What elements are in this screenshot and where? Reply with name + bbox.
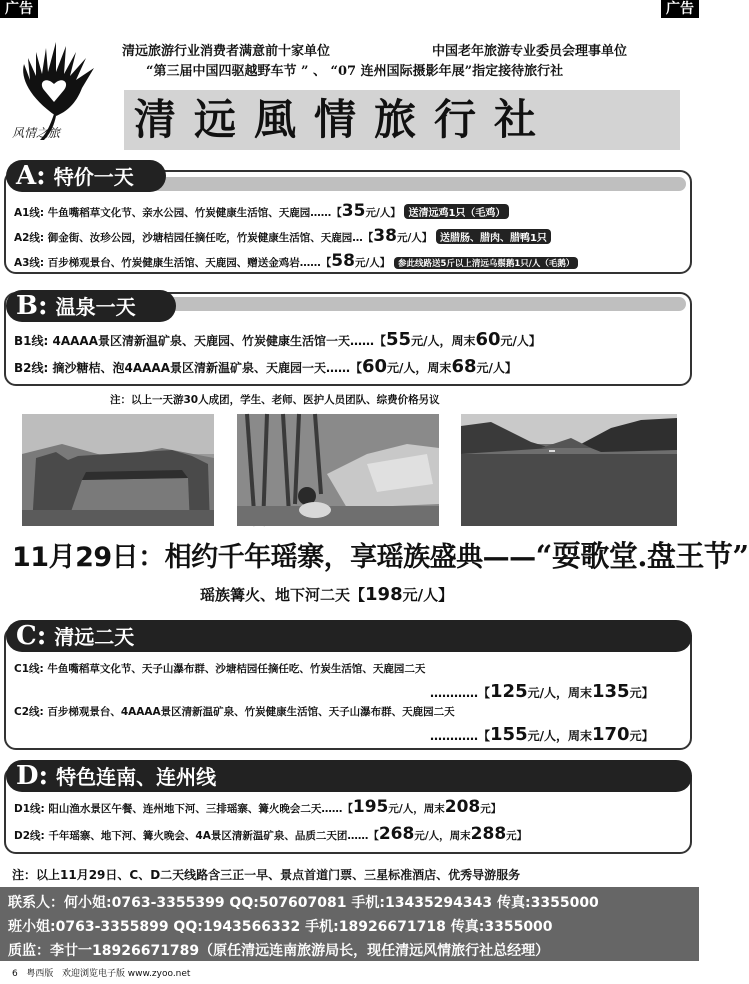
event-subline: 瑶族篝火、地下河二天【198元/人】 <box>200 584 454 605</box>
ad-tag-left: 广告 <box>0 0 38 18</box>
section-a-title: 特价一天 <box>53 165 134 189</box>
gift-badge: 送清远鸡1只（毛鸡） <box>404 204 509 219</box>
route-c1: C1线: 牛鱼嘴稻草文化节、天子山瀑布群、沙塘桔园任摘任吃、竹炭生活馆、天鹿园二天 <box>14 663 426 675</box>
section-c-title: 清远二天 <box>54 625 135 649</box>
header-honor-2: 中国老年旅游专业委员会理事单位 <box>432 44 628 59</box>
two-day-note: 注：以上11月29日、C、D二天线路含三正一早、景点首道门票、三星标准酒店、优秀导游服务 <box>12 868 521 882</box>
header-honor-3: “第三届中国四驱越野车节 ” 、 “07 连州国际摄影年展”指定接待旅行社 <box>146 64 564 79</box>
agency-name: 清远風情旅行社 <box>124 90 680 150</box>
website-link[interactable]: 欢迎浏览电子版 www.zyoo.net <box>61 969 191 979</box>
section-d-banner <box>6 760 692 792</box>
contact-line-3: 质监：李廿一18926671789（原任清远连南旅游局长，现任清远风情旅行社总经理） <box>8 943 550 959</box>
section-b-letter: B: <box>16 291 48 321</box>
header-honor-1: 清远旅游行业消费者满意前十家单位 <box>122 44 331 59</box>
route-b1: B1线: 4AAAA景区清新温矿泉、天鹿园、竹炭健康生活馆一天……【55元/人，周末60元/人】 <box>14 329 541 350</box>
section-d-letter: D: <box>16 761 49 791</box>
page-footer <box>12 966 190 979</box>
section-a-banner <box>6 160 166 192</box>
gift-badge: 送腊肠、腊肉、腊鸭1只 <box>436 229 551 244</box>
contact-panel <box>0 887 699 961</box>
route-b2: B2线: 摘沙糖桔、泡4AAAA景区清新温矿泉、天鹿园一天……【60元/人，周末68元/人】 <box>14 356 517 377</box>
page-number: 6 <box>12 969 18 979</box>
paper-edition: 粤西版 <box>26 969 54 979</box>
ad-tag-right: 广告 <box>661 0 699 18</box>
route-a1: A1线: 牛鱼嘴稻草文化节、亲水公园、竹炭健康生活馆、天鹿园……【35元/人】 送清远鸡1只（毛鸡） <box>14 201 509 221</box>
section-d-title: 特色连南、连州线 <box>56 765 217 789</box>
contact-line-2: 班小姐:0763-3355899 QQ:1943566332 手机:18926671718 传真:3355000 <box>8 919 553 935</box>
contact-line-1: 联系人：何小姐:0763-3355399 QQ:507607081 手机:13435294343 传真:3355000 <box>8 895 599 911</box>
event-headline: 11月29日：相约千年瑶寨，享瑶族盛典——“耍歌堂.盘王节” <box>12 539 749 573</box>
logo-caption: 风情之旅 <box>12 126 61 140</box>
photo-stone-arch <box>22 414 214 526</box>
route-d1: D1线: 阳山渔水景区午餐、连州地下河、三排瑶寨、篝火晚会二天……【195元/人，周末208元】 <box>14 797 502 817</box>
route-a3: A3线: 百步梯观景台、竹炭健康生活馆、天鹿园、赠送金鸡岩……【58元/人】 参此线路送5斤以上清远乌鬃鹅1只/人（毛鹅） <box>14 251 578 271</box>
section-b-banner <box>6 290 176 322</box>
section-b-note: 注：以上一天游30人成团，学生、老师、医护人员团队、综费价格另议 <box>110 394 440 406</box>
photo-river <box>461 414 677 526</box>
route-c2: C2线: 百步梯观景台、4AAAA景区清新温矿泉、竹炭健康生活馆、天子山瀑布群、天鹿园二天 <box>14 706 455 718</box>
route-c2-price: …………【155元/人，周末170元】 <box>430 724 654 745</box>
route-d2: D2线: 千年瑶寨、地下河、篝火晚会、4A景区清新温矿泉、品质二天团……【268元/人，周末288元】 <box>14 824 528 844</box>
gift-badge: 参此线路送5斤以上清远乌鬃鹅1只/人（毛鹅） <box>394 257 578 269</box>
section-a-band <box>150 177 686 191</box>
section-a-letter: A: <box>16 161 46 191</box>
route-a2: A2线: 御金街、汝珍公园，沙塘桔园任摘任吃，竹炭健康生活馆、天鹿园…【38元/人】 送腊肠、腊肉、腊鸭1只 <box>14 226 551 246</box>
section-c-banner <box>6 620 692 652</box>
section-c-letter: C: <box>16 621 47 651</box>
section-b-title: 温泉一天 <box>55 295 136 319</box>
section-b-band <box>150 297 686 311</box>
route-c1-price: …………【125元/人，周末135元】 <box>430 681 654 702</box>
photo-hot-spring <box>237 414 439 526</box>
